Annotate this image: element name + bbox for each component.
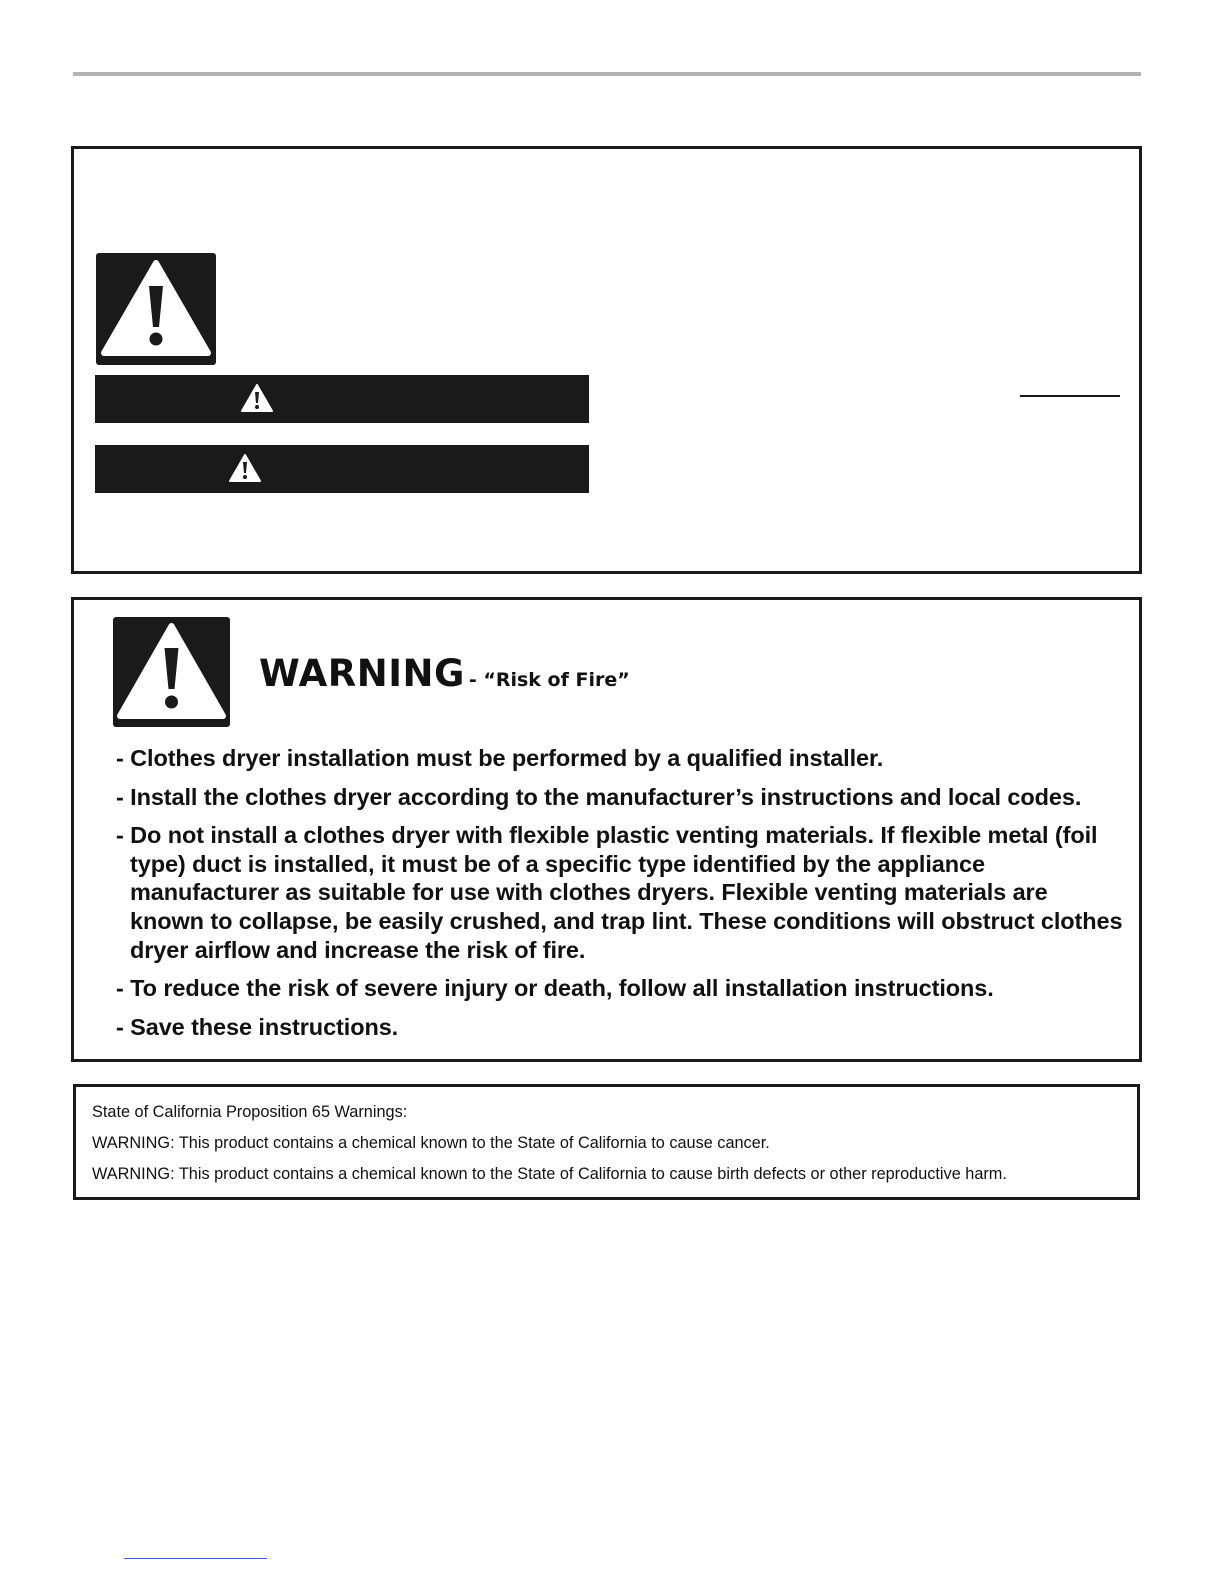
fire-warning-list: [116, 744, 1126, 1051]
header-rule: [73, 72, 1141, 76]
warning-triangle-icon: [96, 253, 216, 365]
fire-warning-box: [71, 597, 1142, 1062]
list-item: - To reduce the risk of severe injury or death, follow all installation instructions.: [116, 975, 994, 1002]
prop65-heading: State of California Proposition 65 Warnings:: [92, 1103, 408, 1121]
warning-signal-bar: [95, 445, 589, 493]
list-item: - Clothes dryer installation must be performed by a qualified installer.: [116, 745, 884, 771]
prop65-warning-reproductive: WARNING: This product contains a chemical known to the State of California to cause birth defects or other reproductive harm.: [92, 1165, 1007, 1183]
list-item: - Install the clothes dryer according to the manufacturer’s instructions and local codes.: [116, 783, 1082, 810]
warning-triangle-icon: [240, 383, 274, 413]
warning-triangle-icon: [113, 617, 230, 727]
safety-info-box: [71, 146, 1142, 574]
warning-triangle-icon: [228, 453, 262, 483]
prop65-box: [73, 1084, 1140, 1200]
warning-word: WARNING: [259, 652, 465, 695]
prop65-warning-cancer: WARNING: This product contains a chemical known to the State of California to cause cancer.: [92, 1134, 770, 1152]
list-item: - Do not install a clothes dryer with flexible plastic venting materials. If flexible metal (foil type) duct is installed, it must be of a specific type identified by the appliance manufacturer as suitable for use with clothes dryers. Flexible venting materials are known to collapse, be easily crushed, and trap lint. These conditions will obstruct clothes dryer airflow and increase the risk of fire.: [116, 822, 1123, 963]
warning-heading: [259, 652, 630, 695]
warning-subtitle: - “Risk of Fire”: [468, 669, 630, 691]
danger-signal-bar: [95, 375, 589, 423]
footer-link-underline[interactable]: [124, 1558, 267, 1559]
list-item: - Save these instructions.: [116, 1013, 399, 1040]
underline-rule: [1020, 395, 1120, 397]
